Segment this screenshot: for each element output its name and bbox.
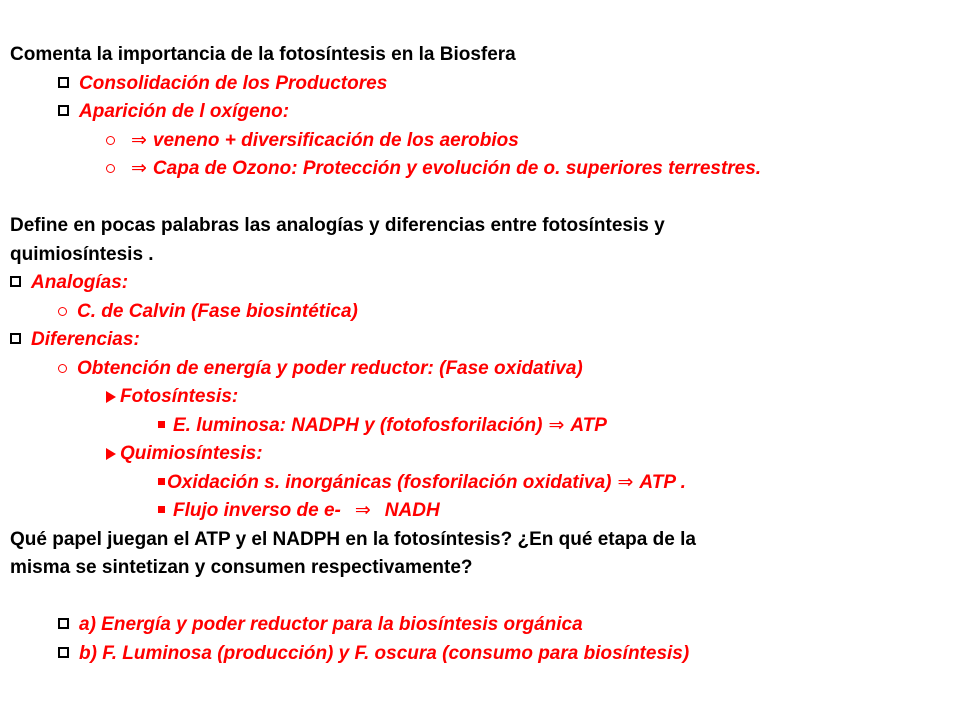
q2-diferencias: Diferencias:: [31, 329, 140, 350]
checkbox-bullet-icon: [58, 618, 69, 629]
checkbox-bullet-icon: [58, 647, 69, 658]
q3-answer-b: b) F. Luminosa (producción) y F. oscura (consumo para biosíntesis): [79, 642, 690, 664]
implies-arrow-icon: ⇒: [131, 158, 147, 179]
q3-answer-b-row: [10, 640, 950, 669]
q2-analogias-item-row: [10, 298, 950, 327]
q2-quimio-item-1-pre: Oxidación s. inorgánicas (fosforilación oxidativa): [167, 471, 612, 493]
question-2-line-1: Define en pocas palabras las analogías y diferencias entre fotosíntesis y: [10, 215, 665, 236]
implies-arrow-icon: ⇒: [617, 471, 634, 493]
checkbox-bullet-icon: [58, 77, 69, 88]
q2-analogias-row: [10, 269, 950, 298]
q2-fotosintesis-item-post: ATP: [570, 414, 607, 436]
square-bullet-icon: [158, 478, 165, 485]
arrowhead-bullet-icon: [106, 391, 116, 403]
q2-diferencias-item-row: [10, 355, 950, 384]
circle-bullet-icon: [106, 164, 115, 173]
arrowhead-bullet-icon: [106, 448, 116, 460]
q2-quimio-item-2-pre: Flujo inverso de e-: [173, 500, 341, 521]
implies-arrow-icon: ⇒: [548, 414, 565, 436]
question-2-line-2: quimiosíntesis .: [10, 243, 154, 265]
circle-bullet-icon: [106, 136, 115, 145]
q1-answer-1: Consolidación de los Productores: [79, 72, 388, 94]
q1-answer-2: Aparición de l oxígeno:: [79, 101, 290, 122]
spacer: [10, 184, 950, 213]
q3-answer-a: a) Energía y poder reductor para la biosíntesis orgánica: [79, 614, 583, 635]
q2-quimio-item-2-post: NADH: [384, 500, 440, 521]
q2-fotosintesis: Fotosíntesis:: [120, 386, 239, 407]
question-3-line-2: misma se sintetizan y consumen respectivamente?: [10, 557, 473, 578]
q2-analogias-item: C. de Calvin (Fase biosintética): [77, 300, 358, 322]
q2-fotosintesis-item-pre: E. luminosa: NADPH y (fotofosforilación): [173, 414, 543, 436]
q1-sub-2: Capa de Ozono: Protección y evolución de o. superiores terrestres.: [152, 158, 762, 179]
q2-analogias: Analogías:: [31, 272, 129, 293]
q1-answer-2-row: [10, 98, 950, 127]
implies-arrow-icon: ⇒: [131, 129, 147, 151]
circle-bullet-icon: [58, 364, 67, 373]
checkbox-bullet-icon: [10, 276, 21, 287]
square-bullet-icon: [158, 421, 165, 428]
q2-quimio-item-1-row: [10, 469, 950, 498]
q2-fotosintesis-item-row: [10, 412, 950, 441]
square-bullet-icon: [158, 506, 165, 513]
q1-sub-1-row: [10, 127, 950, 156]
checkbox-bullet-icon: [58, 105, 69, 116]
q3-answer-a-row: [10, 611, 950, 640]
q2-quimio-item-1-post: ATP .: [639, 471, 686, 493]
q2-diferencias-item: Obtención de energía y poder reductor: (Fase oxidativa): [77, 357, 583, 379]
q1-answer-1-row: [10, 70, 950, 99]
q1-sub-1: veneno + diversificación de los aerobios: [152, 129, 519, 151]
slide-content: [10, 41, 950, 668]
q1-sub-2-row: [10, 155, 950, 184]
circle-bullet-icon: [58, 307, 67, 316]
question-1: Comenta la importancia de la fotosíntesis en la Biosfera: [10, 44, 516, 65]
q2-quimiosintesis: Quimiosíntesis:: [120, 443, 263, 464]
q2-fotosintesis-row: [10, 383, 950, 412]
q2-diferencias-row: [10, 326, 950, 355]
spacer: [10, 583, 950, 612]
q2-quimio-item-2-row: [10, 497, 950, 526]
checkbox-bullet-icon: [10, 333, 21, 344]
q2-quimiosintesis-row: [10, 440, 950, 469]
implies-arrow-icon: ⇒: [354, 500, 371, 521]
question-3-line-1: Qué papel juegan el ATP y el NADPH en la fotosíntesis? ¿En qué etapa de la: [10, 528, 696, 550]
